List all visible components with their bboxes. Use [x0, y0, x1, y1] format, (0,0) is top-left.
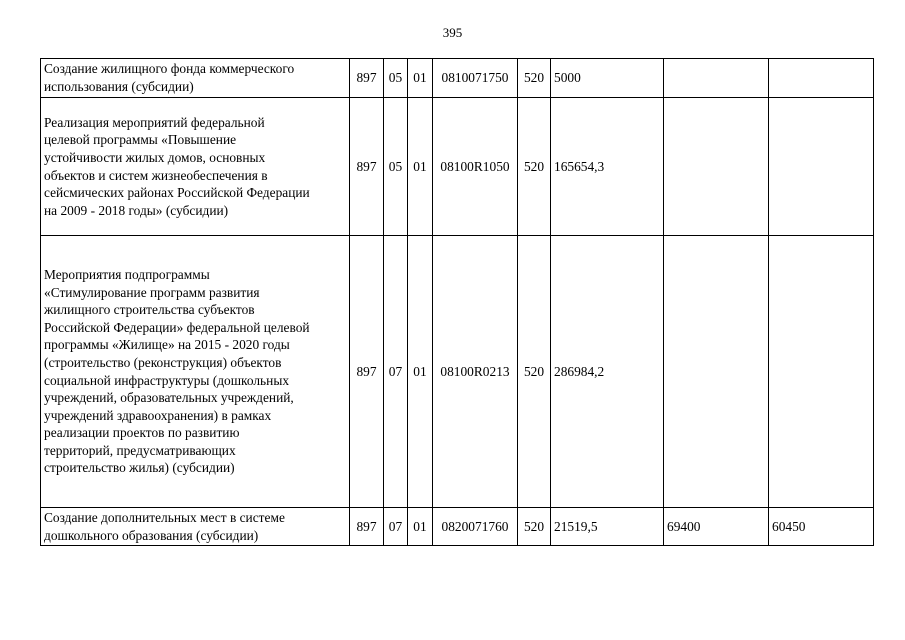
amount-year1-cell: 286984,2 [551, 236, 664, 508]
amount-year3-cell: 60450 [769, 508, 874, 546]
subsection-cell: 01 [408, 59, 433, 98]
row-name-cell: Создание жилищного фонда коммерческого использования (субсидии) [41, 59, 350, 98]
section-cell: 05 [384, 98, 408, 236]
amount-year1-cell: 5000 [551, 59, 664, 98]
table-row [41, 98, 874, 236]
expense-type-cell: 520 [518, 508, 551, 546]
table-row [41, 236, 874, 508]
table-row [41, 59, 874, 98]
subsection-cell: 01 [408, 98, 433, 236]
grbs-cell: 897 [350, 508, 384, 546]
section-cell: 05 [384, 59, 408, 98]
section-cell: 07 [384, 508, 408, 546]
expense-type-cell: 520 [518, 59, 551, 98]
amount-year3-cell [769, 236, 874, 508]
table-row [41, 508, 874, 546]
amount-year2-cell [664, 59, 769, 98]
row-name-cell: Реализация мероприятий федеральной целевой программы «Повышение устойчивости жилых домов, основных объектов и систем жизнеобеспечения в сейсмических районах Российской Федерации на 2009 - 2018 годы» (субсидии) [41, 98, 350, 236]
page-number: 395 [442, 25, 463, 40]
grbs-cell: 897 [350, 236, 384, 508]
grbs-cell: 897 [350, 98, 384, 236]
target-article-cell: 08100R0213 [433, 236, 518, 508]
row-name-cell: Мероприятия подпрограммы «Стимулирование программ развития жилищного строительства субъектов Российской Федерации» федеральной целевой программы «Жилище» на 2015 - 2020 годы (строительство (реконструкция) объектов социальной инфраструктуры (дошкольных учреждений, образовательных учреждений, учреждений здравоохранения) в рамках реализации проектов по развитию территорий, предусматривающих строительство жилья) (субсидии) [41, 236, 350, 508]
target-article-cell: 0810071750 [433, 59, 518, 98]
row-name-cell: Создание дополнительных мест в системе дошкольного образования (субсидии) [41, 508, 350, 546]
amount-year1-cell: 21519,5 [551, 508, 664, 546]
budget-table [40, 58, 874, 546]
amount-year2-cell: 69400 [664, 508, 769, 546]
target-article-cell: 0820071760 [433, 508, 518, 546]
grbs-cell: 897 [350, 59, 384, 98]
amount-year2-cell [664, 98, 769, 236]
amount-year3-cell [769, 98, 874, 236]
amount-year1-cell: 165654,3 [551, 98, 664, 236]
amount-year2-cell [664, 236, 769, 508]
section-cell: 07 [384, 236, 408, 508]
amount-year3-cell [769, 59, 874, 98]
expense-type-cell: 520 [518, 236, 551, 508]
subsection-cell: 01 [408, 236, 433, 508]
expense-type-cell: 520 [518, 98, 551, 236]
target-article-cell: 08100R1050 [433, 98, 518, 236]
subsection-cell: 01 [408, 508, 433, 546]
